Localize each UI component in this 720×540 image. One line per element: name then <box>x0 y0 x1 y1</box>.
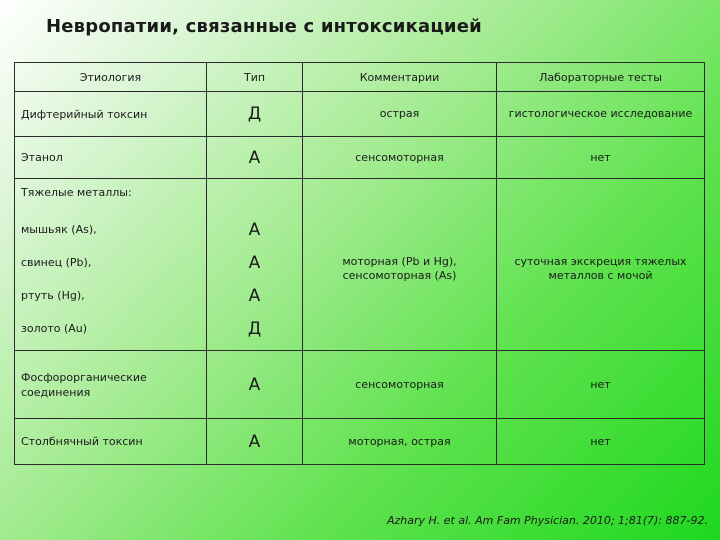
header-type: Тип <box>207 63 303 92</box>
row-lab: нет <box>497 137 705 179</box>
header-etiology: Этиология <box>15 63 207 92</box>
row-type: А <box>207 137 303 179</box>
table-header-row <box>15 63 705 92</box>
header-lab-tests: Лабораторные тесты <box>497 63 705 92</box>
table-row <box>15 92 705 137</box>
metal-type: А <box>248 252 261 273</box>
metal-item: золото (Au) <box>21 322 88 335</box>
row-lab: гистологическое исследование <box>497 92 705 137</box>
metals-heading: Тяжелые металлы: <box>21 186 132 199</box>
row-etiology: Столбнячный токсин <box>15 419 207 465</box>
header-comments: Комментарии <box>303 63 497 92</box>
table-row <box>15 351 705 419</box>
metal-type: А <box>248 219 261 240</box>
table-row <box>15 419 705 465</box>
row-etiology: Фосфорорганические соединения <box>15 351 207 419</box>
neuropathy-table <box>14 62 705 465</box>
citation: Azhary H. et al. Am Fam Physician. 2010; 1;81(7): 887-92. <box>386 514 708 527</box>
row-comment: сенсомоторная <box>303 137 497 179</box>
metal-item: ртуть (Hg), <box>21 289 85 302</box>
metal-item: свинец (Pb), <box>21 256 92 269</box>
row-etiology: Этанол <box>15 137 207 179</box>
metal-item: мышьяк (As), <box>21 223 97 236</box>
row-comment: моторная, острая <box>303 419 497 465</box>
metals-comment: моторная (Pb и Hg), сенсомоторная (As) <box>303 179 497 351</box>
metal-type: А <box>248 285 261 306</box>
metal-type: Д <box>247 318 262 339</box>
metals-etiology-cell <box>15 179 207 351</box>
row-lab: нет <box>497 419 705 465</box>
table-row-heavy-metals <box>15 179 705 351</box>
metals-type-cell <box>207 179 303 351</box>
row-comment: острая <box>303 92 497 137</box>
row-comment: сенсомоторная <box>303 351 497 419</box>
slide-title: Невропатии, связанные с интоксикацией <box>46 16 482 37</box>
metals-lab: суточная экскреция тяжелых металлов с мочой <box>497 179 705 351</box>
row-type: А <box>207 351 303 419</box>
row-type: А <box>207 419 303 465</box>
table-row <box>15 137 705 179</box>
row-type: Д <box>207 92 303 137</box>
row-lab: нет <box>497 351 705 419</box>
row-etiology: Дифтерийный токсин <box>15 92 207 137</box>
